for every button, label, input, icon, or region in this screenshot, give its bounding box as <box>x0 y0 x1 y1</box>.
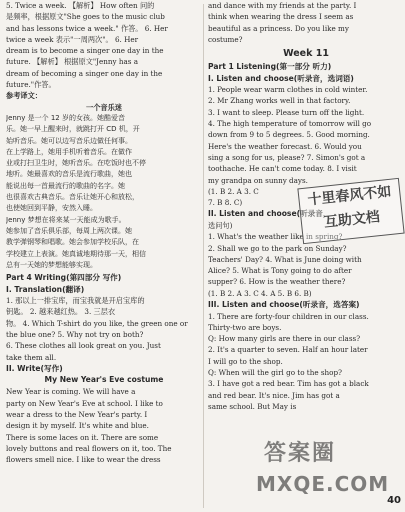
translation-label: 参考译文： <box>6 91 42 101</box>
script-line: toothache. He can't come today. 8. I visit <box>208 164 357 174</box>
essay-continuation <box>208 0 404 45</box>
translation-answers <box>6 295 202 363</box>
translation-line: 教学弹钢琴和唱歌。她会参加学校乐队，在 <box>6 238 139 247</box>
listening-script-3 <box>208 311 404 413</box>
essay-title: My New Year's Eve costume <box>44 375 164 385</box>
essay-line: flowers smell nice. I like to wear the dress <box>6 455 161 465</box>
script-line: 1. People wear warm clothes in cold winter. <box>208 85 368 95</box>
site-watermark-logo <box>254 436 404 504</box>
listen-section-2-sub: 选问句) <box>208 220 233 230</box>
listen-section-3-heading: III. Listen and choose(听录音，选答案) <box>208 300 360 310</box>
part4-heading: Part 4 Writing(第四部分 写作) <box>6 273 122 283</box>
translation-line: 也使她回到平静，安然入睡。 <box>6 204 97 213</box>
essay-line: wear a dress to the New Year's party. I <box>6 410 148 419</box>
translation-line: 能说出每一首最流行的歌曲的名字。她 <box>6 181 125 190</box>
translation-answer-line: 1. 那以上一排宝库，而宝我就是开启宝库的 <box>6 296 145 306</box>
stamp-watermark <box>297 178 404 244</box>
script-line: down from 9 to 5 degrees. 5. Good morning. <box>208 130 370 140</box>
script-line: 7. B 8. C) <box>208 198 243 208</box>
translation-line: 在上学路上，她用手机听着音乐。在做作 <box>6 147 132 156</box>
translation-line: 始听音乐。她可以边写音乐边做任何事。 <box>6 136 132 145</box>
script-line: Here's the weather forecast. 6. Would you <box>208 141 362 151</box>
translation-answer-line: 物。 4. Which T-shirt do you like, the green one or <box>6 318 188 328</box>
text-line: dream is to become a singer one day in the <box>6 46 164 56</box>
script-line: 1. What's the weather like in spring? <box>208 232 343 242</box>
script-line: 3. I have got a red bear. Tim has got a black <box>208 379 369 389</box>
translation-answer-line: 钥匙。 2. 越来越红热。 3. 三层衣 <box>6 307 116 317</box>
translation-line: 学校建立上表演。她真诚地期待那一天，相信 <box>6 249 146 258</box>
script-line: I will go to the shop. <box>208 356 283 366</box>
script-line: same school. But May is <box>208 401 297 411</box>
part1-heading: Part 1 Listening(第一部分 听力) <box>208 62 332 72</box>
script-line: 3. I want to sleep. Please turn off the light. <box>208 107 365 117</box>
translation-line: 业或打扫卫生时，她听音乐。在吃饭时也不停 <box>6 159 146 168</box>
essay-line: lovely buttons and real flowers on it, too. The <box>6 443 172 453</box>
translation-answer-line: take them all. <box>6 352 57 362</box>
listen-section-1-heading: I. Listen and choose(听录音，选词语) <box>208 73 354 83</box>
translation-title: 一个音乐迷 <box>86 102 122 112</box>
script-line: Q: How many girls are there in our class? <box>208 334 361 344</box>
essay-line: There is some laces on it. There are some <box>6 432 159 442</box>
stamp-line-1: 十里春风不如 <box>306 183 393 209</box>
script-line: (1. B 2. A 3. C <box>208 186 259 196</box>
listen-section-2-heading: II. Listen and choose(听录音， <box>208 209 331 219</box>
script-line: Teachers' Day? 4. What is June doing with <box>208 254 362 264</box>
stamp-line-2: 互助文档 <box>323 209 381 231</box>
script-line: 2. Mr Zhang works well in that factory. <box>208 96 351 106</box>
script-line: and red bear. It's nice. Jim has got a <box>208 390 340 400</box>
script-line: Alice? 5. What is Tony going to do after <box>208 266 352 276</box>
essay-line: New Year is coming. We will have a <box>6 387 136 397</box>
essay-line: party on New Year's Eve at school. I like to <box>6 398 163 408</box>
translation-line: Jenny 是一个 12 岁的女孩。她酷爱音 <box>6 113 125 122</box>
script-line: my grandpa on sunny days. <box>208 175 308 185</box>
essay-line: and dance with my friends at the party. I <box>208 1 357 10</box>
text-line: dream of becoming a singer one day in the <box>6 68 163 78</box>
text-line: future. 【解析】 根据原文"Jenny has a <box>6 57 139 67</box>
translation-line: 地听。她最喜欢的音乐是流行歌曲，她也 <box>6 170 132 179</box>
translation-line: 也很喜欢古典音乐。音乐让她开心和放松， <box>6 193 139 202</box>
translation-line: Jenny 梦想在将来某一天能成为歌手。 <box>6 215 126 224</box>
answer-lines <box>6 0 202 90</box>
translation-answer-line: 6. These clothes all look great on you. Just <box>6 341 161 351</box>
column-divider <box>203 4 204 508</box>
translation-section-heading: I. Translation(翻译) <box>6 284 85 294</box>
script-line: 2. It's a quarter to seven. Half an hour later <box>208 345 368 355</box>
text-line: 5. Twice a week. 【解析】 How often 问的 <box>6 1 155 10</box>
watermark-url: MXQE.COM <box>256 472 390 496</box>
week-title: Week 11 <box>283 48 329 60</box>
script-line: Q: When will the girl go to the shop? <box>208 368 342 378</box>
essay-line: costume? <box>208 34 243 44</box>
translation-answer-line: the blue one? 5. Why not try on both? <box>6 330 144 340</box>
left-column <box>6 0 202 512</box>
text-line: future."作答。 <box>6 80 56 90</box>
script-line: 1. There are forty-four children in our class. <box>208 311 369 321</box>
essay-line: beautiful as a princess. Do you like my <box>208 23 349 33</box>
translation-body <box>6 113 202 271</box>
translation-line: 总有一天她的梦想能够实现。 <box>6 260 97 269</box>
script-line: supper? 6. How is the weather there? <box>208 277 346 287</box>
script-line: (1. B 2. A 3. C 4. A 5. B 6. B) <box>208 288 312 298</box>
translation-line: 乐。她一早上醒来时，就跳打开 CD 机，开 <box>6 125 140 134</box>
script-line: 4. The high temperature of tomorrow will go <box>208 119 372 129</box>
page-number: 40 <box>387 495 401 506</box>
script-line: sing a song for us, please? 7. Simon's got a <box>208 152 366 162</box>
text-line: 是频率，根据原文"She goes to the music club <box>6 12 165 22</box>
translation-line: 她参加了音乐俱乐部，每周上两次课。她 <box>6 226 132 235</box>
text-line: and has lessons twice a week." 作答。 6. Her <box>6 23 168 33</box>
write-section-heading: II. Write(写作) <box>6 363 63 373</box>
text-line: twice a week 表示"一周两次"。 6. Her <box>6 34 139 44</box>
essay-line: design it by myself. It's white and blue. <box>6 421 149 431</box>
watermark-text: 答案圈 <box>264 441 337 466</box>
essay-body <box>6 386 202 465</box>
essay-line: think when wearing the dress I seem as <box>208 12 354 22</box>
script-line: Thirty-two are boys. <box>208 322 282 332</box>
script-line: 2. Shall we go to the park on Sunday? <box>208 243 347 253</box>
